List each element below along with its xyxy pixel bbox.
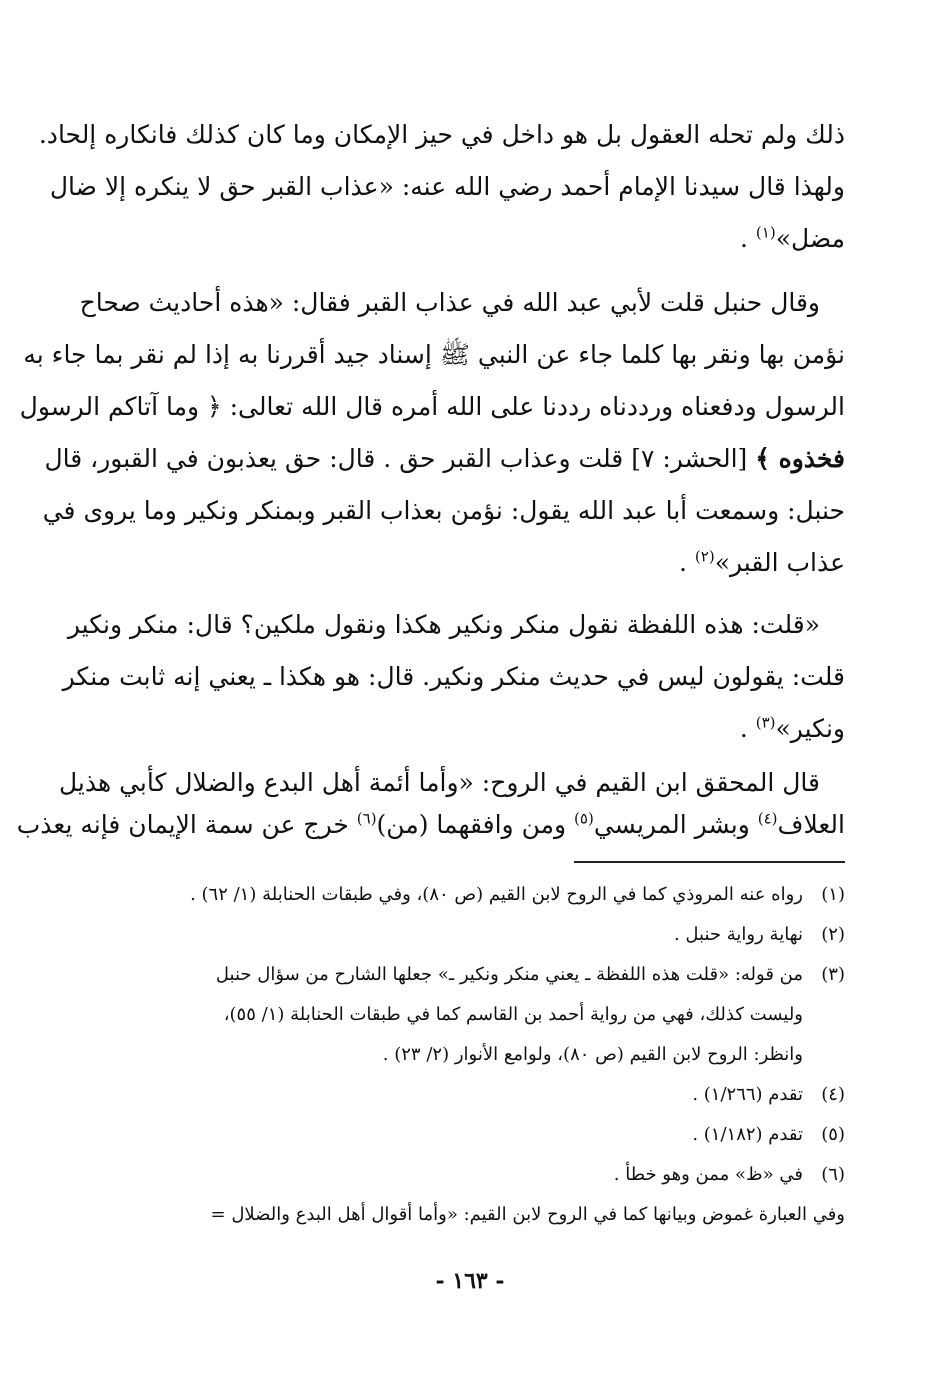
body-line xyxy=(19,382,845,432)
footnote-extra xyxy=(105,1196,845,1234)
body-text: . xyxy=(740,224,756,253)
footnote-ref: (٢) xyxy=(694,547,715,566)
footnote-number: (٣) xyxy=(821,964,845,985)
footnote-text: وفي العبارة غموض وبيانها كما في الروح لابن القيم: «وأما أقوال أهل البدع والضلال = xyxy=(210,1204,845,1225)
footnote-number: (٢) xyxy=(821,924,845,945)
body-text: [الحشر: ٧] قلت وعذاب القبر حق . قال: حق يعذبون في القبور، قال xyxy=(44,444,756,473)
body-text: قلت: يقولون ليس في حديث منكر ونكير. قال: هو هكذا ـ يعني إنه ثابت منكر xyxy=(62,662,845,691)
footnote-ref: (٦) xyxy=(356,809,377,828)
body-text: عذاب القبر» xyxy=(714,548,845,577)
body-text: ونكير» xyxy=(775,714,845,743)
page-number: - ١٦٣ - xyxy=(435,1268,505,1294)
footnote-text: رواه عنه المروذي كما في الروح لابن القيم (ص ٨٠)، وفي طبقات الحنابلة (١/ ٦٢) . xyxy=(190,884,803,905)
body-text: العلاف xyxy=(777,810,845,839)
footnote-text: من قوله: «قلت هذه اللفظة ـ يعني منكر ونكير ـ» جعلها الشارح من سؤال حنبل xyxy=(215,964,803,985)
footnote-ref: (١) xyxy=(755,223,776,242)
footnote-continuation xyxy=(103,1036,803,1074)
body-line xyxy=(49,162,845,212)
body-line xyxy=(42,486,845,536)
body-line xyxy=(67,600,845,650)
footnote-ref: (٥) xyxy=(574,809,594,828)
body-text: ولهذا قال سيدنا الإمام أحمد رضي الله عنه: «عذاب القبر حق لا ينكره إلا ضال xyxy=(49,172,845,201)
body-text: وقال حنبل قلت لأبي عبد الله في عذاب القبر فقال: «هذه أحاديث صحاح xyxy=(79,288,820,317)
body-line xyxy=(44,434,845,484)
footnote-text: نهاية رواية حنبل . xyxy=(673,924,803,945)
footnote-separator xyxy=(574,861,845,863)
body-text: . xyxy=(739,714,756,743)
body-line xyxy=(38,110,845,160)
footnote-text: وانظر: الروح لابن القيم (ص ٨٠)، ولوامع الأنوار (٢/ ٢٣) . xyxy=(382,1044,803,1065)
body-text: خرج عن سمة الإيمان فإنه يعذب xyxy=(16,810,357,839)
footnote-text: تقدم (١/١٨٢) . xyxy=(692,1124,803,1145)
footnote-number: (٦) xyxy=(821,1164,845,1185)
footnote-number: (١) xyxy=(821,884,845,905)
footnote xyxy=(125,1076,845,1114)
footnote-number: (٤) xyxy=(821,1084,845,1105)
footnote-number: (٥) xyxy=(821,1124,845,1145)
body-text: قال المحقق ابن القيم في الروح: «وأما أئمة أهل البدع والضلال كأبي هذيل xyxy=(58,768,820,797)
body-text: حنبل: وسمعت أبا عبد الله يقول: نؤمن بعذاب القبر وبمنكر ونكير وما يروى في xyxy=(42,496,845,525)
body-text: مضل» xyxy=(775,224,845,253)
body-text: «قلت: هذه اللفظة نقول منكر ونكير هكذا ونقول ملكين؟ قال: منكر ونكير xyxy=(67,610,820,639)
footnote-text: وليست كذلك، فهي من رواية أحمد بن القاسم كما في طبقات الحنابلة (١/ ٥٥)، xyxy=(223,1004,803,1025)
footnote-continuation xyxy=(103,996,803,1034)
body-text: ذلك ولم تحله العقول بل هو داخل في حيز الإمكان وما كان كذلك فانكاره إلحاد. xyxy=(38,120,845,149)
footnote-text: في «ظ» ممن وهو خطأ . xyxy=(613,1164,803,1185)
footnote xyxy=(125,1156,845,1194)
body-line xyxy=(23,330,845,380)
body-line xyxy=(140,704,845,754)
footnote-ref: (٣) xyxy=(755,713,776,732)
body-line xyxy=(62,652,845,702)
body-text: نؤمن بها ونقر بها كلما جاء عن النبي ﷺ إسناد جيد أقررنا به إذا لم نقر بما جاء به xyxy=(23,340,845,369)
body-text: ومن وافقهما (من) xyxy=(376,810,575,839)
body-text: وبشر المريسي xyxy=(593,810,758,839)
body-line xyxy=(79,278,845,328)
footnote xyxy=(125,876,845,914)
body-text: الرسول ودفعناه ورددناه رددنا على الله أمره قال الله تعالى: ﴿ وما آتاكم الرسول xyxy=(19,392,845,421)
body-line xyxy=(140,538,845,588)
footnote xyxy=(125,956,845,994)
main-text xyxy=(16,110,845,850)
body-text: . xyxy=(679,548,695,577)
quran-quote: فخذوه ﴾ xyxy=(755,444,845,473)
body-line xyxy=(140,214,845,264)
footnote xyxy=(125,916,845,954)
footnote xyxy=(125,1116,845,1154)
body-line xyxy=(16,800,845,850)
footnote-text: تقدم (١/٢٦٦) . xyxy=(692,1084,803,1105)
footnote-ref: (٤) xyxy=(757,809,778,828)
